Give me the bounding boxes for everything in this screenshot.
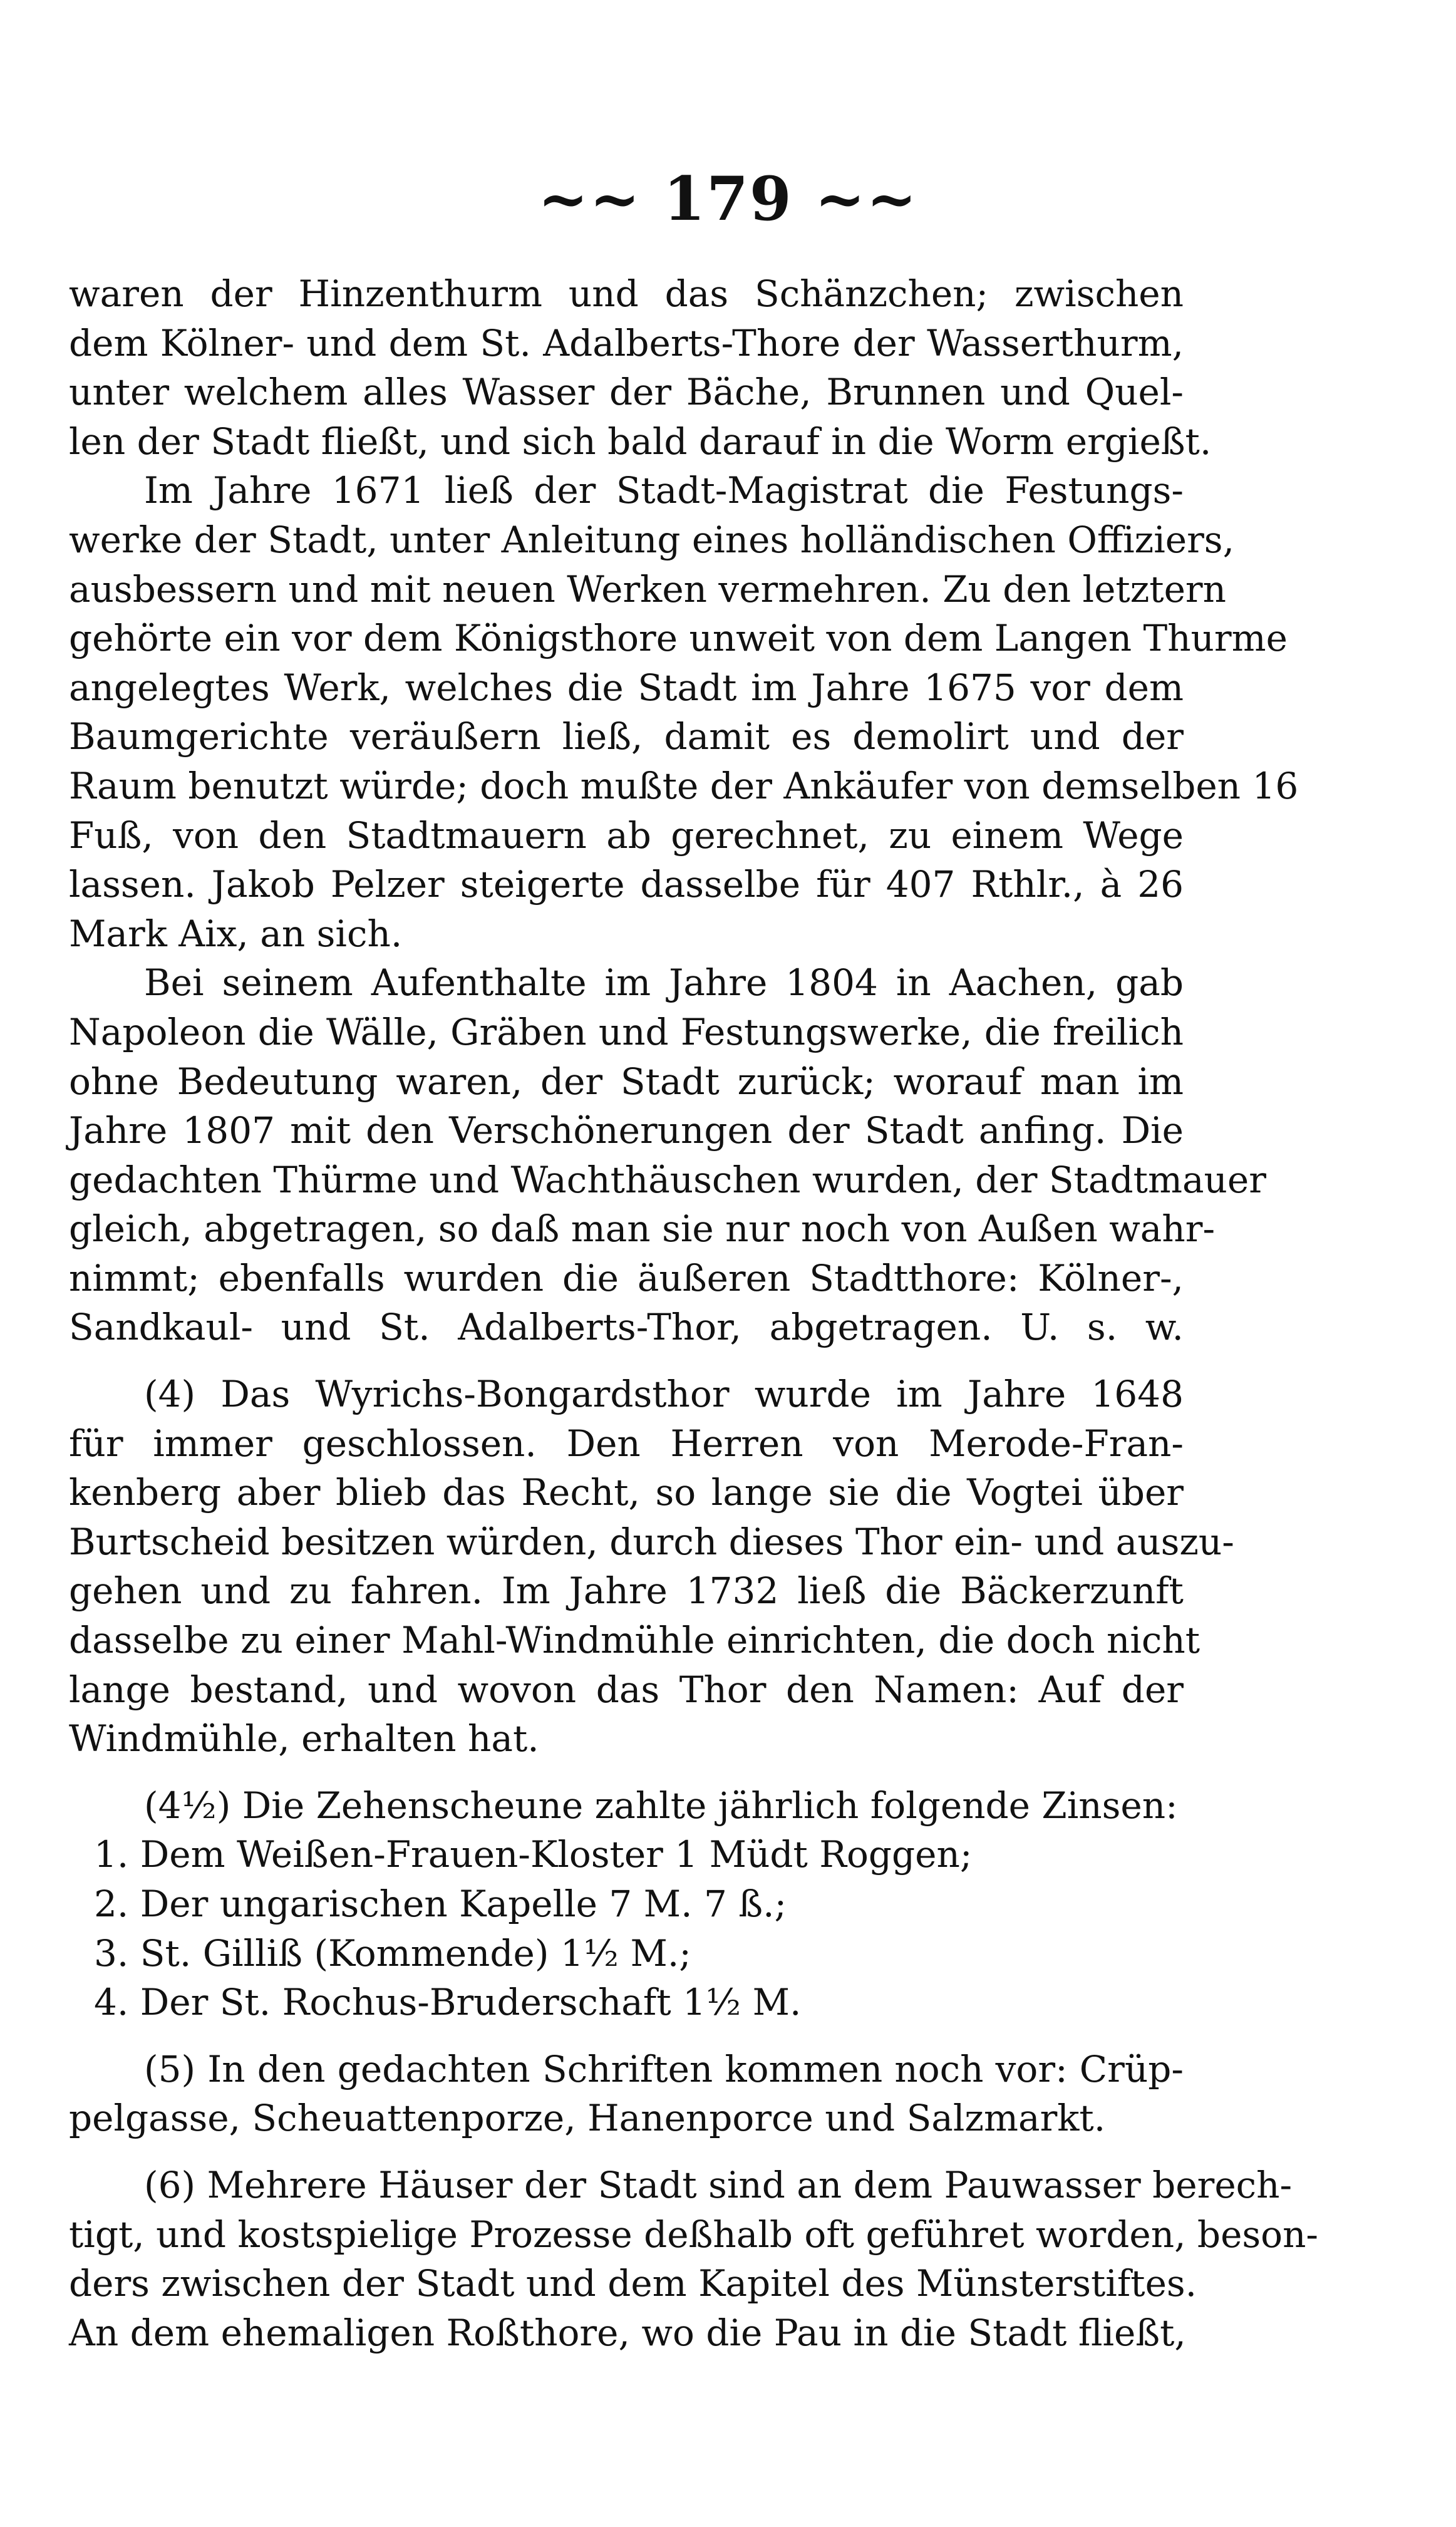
text-line: len der Stadt fließt, und sich bald darauf in die Worm ergießt.: [69, 420, 1212, 463]
text-line: waren der Hinzenthurm und das Schänzchen; zwischen: [69, 272, 1184, 315]
list-item: 3. St. Gilliß (Kommende) 1½ M.;: [94, 1931, 691, 1975]
text-line: gehen und zu fahren. Im Jahre 1732 ließ die Bäckerzunft: [69, 1569, 1184, 1613]
list-item: 1. Dem Weißen-Frauen-Kloster 1 Müdt Roggen;: [94, 1833, 973, 1876]
text-line: lange bestand, und wovon das Thor den Namen: Auf der: [69, 1668, 1184, 1711]
text-line: Jahre 1807 mit den Verschönerungen der Stadt anfing. Die: [69, 1109, 1184, 1152]
text-line: für immer geschlossen. Den Herren von Merode-Fran-: [69, 1422, 1184, 1465]
text-line: Mark Aix, an sich.: [69, 912, 403, 955]
text-line: Sandkaul- und St. Adalberts-Thor, abgetragen. U. s. w.: [69, 1306, 1184, 1349]
text-line: kenberg aber blieb das Recht, so lange sie die Vogtei über: [69, 1471, 1184, 1514]
text-line: tigt, und kostspielige Prozesse deßhalb oft geführet worden, beson-: [69, 2213, 1319, 2256]
text-line: unter welchem alles Wasser der Bäche, Brunnen und Quel-: [69, 371, 1184, 414]
text-line: ders zwischen der Stadt und dem Kapitel des Münsterstiftes.: [69, 2262, 1197, 2305]
text-line: dem Kölner- und dem St. Adalberts-Thore der Wasserthurm,: [69, 321, 1184, 364]
text-line: gleich, abgetragen, so daß man sie nur noch von Außen wahr-: [69, 1207, 1216, 1251]
text-line: Burtscheid besitzen würden, durch dieses Thor ein- und auszu-: [69, 1520, 1234, 1563]
body-text: [69, 269, 1319, 2357]
note-6-line: (6) Mehrere Häuser der Stadt sind an dem Pauwasser berech-: [144, 2163, 1293, 2206]
list-item: 2. Der ungarischen Kapelle 7 M. 7 ß.;: [94, 1883, 787, 1925]
text-line: Bei seinem Aufenthalte im Jahre 1804 in Aachen, gab: [144, 961, 1184, 1005]
text-line: An dem ehemaligen Roßthore, wo die Pau in die Stadt fließt,: [69, 2311, 1186, 2354]
text-line: nimmt; ebenfalls wurden die äußeren Stadtthore: Kölner-,: [69, 1256, 1184, 1300]
text-line: gedachten Thürme und Wachthäuschen wurden, der Stadtmauer: [69, 1158, 1266, 1201]
text-line: Fuß, von den Stadtmauern ab gerechnet, zu einem Wege: [69, 814, 1184, 857]
text-line: lassen. Jakob Pelzer steigerte dasselbe für 407 Rthlr., à 26: [69, 863, 1184, 906]
note-4-line: (4) Das Wyrichs-Bongardsthor wurde im Jahre 1648: [144, 1373, 1184, 1416]
list-item: 4. Der St. Rochus-Bruderschaft 1½ M.: [94, 1981, 802, 2024]
text-line: Napoleon die Wälle, Gräben und Festungswerke, die freilich: [69, 1010, 1184, 1053]
text-line: Raum benutzt würde; doch mußte der Ankäufer von demselben 16: [69, 764, 1299, 807]
text-line: dasselbe zu einer Mahl-Windmühle einrichten, die doch nicht: [69, 1619, 1200, 1662]
text-line: Baumgerichte veräußern ließ, damit es demolirt und der: [69, 715, 1184, 758]
text-line: gehörte ein vor dem Königsthore unweit von dem Langen Thurme: [69, 617, 1288, 660]
text-line: werke der Stadt, unter Anleitung eines holländischen Offiziers,: [69, 518, 1235, 561]
note-5-line: (5) In den gedachten Schriften kommen noch vor: Crüp-: [144, 2047, 1184, 2090]
text-line: pelgasse, Scheuattenporze, Hanenporce und Salzmarkt.: [69, 2097, 1106, 2140]
text-line: Im Jahre 1671 ließ der Stadt-Magistrat die Festungs-: [144, 469, 1184, 512]
page-number: 179: [663, 163, 793, 234]
text-line: Windmühle, erhalten hat.: [69, 1717, 539, 1760]
page-header: ~~ 179 ~~: [538, 163, 918, 234]
note-4-half-line: (4½) Die Zehenscheune zahlte jährlich folgende Zinsen:: [144, 1784, 1178, 1827]
text-line: ohne Bedeutung waren, der Stadt zurück; worauf man im: [69, 1060, 1184, 1103]
text-line: angelegtes Werk, welches die Stadt im Jahre 1675 vor dem: [69, 666, 1184, 709]
text-line: ausbessern und mit neuen Werken vermehren. Zu den letztern: [69, 567, 1226, 611]
